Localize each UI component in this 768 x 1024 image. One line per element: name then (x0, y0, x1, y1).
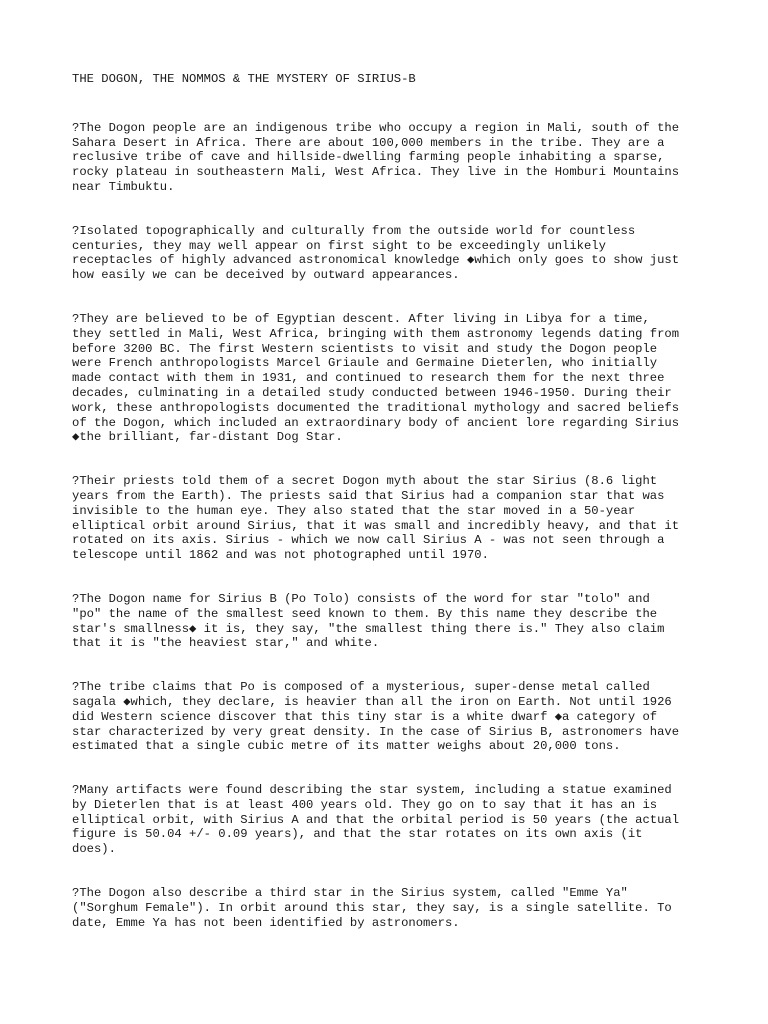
paragraph-emme-ya: ?The Dogon also describe a third star in the Sirius system, called "Emme Ya" ("Sorghum Female"). In orbit around this star, they say, is a single satellite. To date, Emme Ya has not been identified by astronomers. (72, 886, 672, 930)
paragraph-po-tolo: ?The Dogon name for Sirius B (Po Tolo) consists of the word for star "tolo" and "po" the name of the smallest seed known to them. By this name they describe the star's smallness◆ it is, they say, "the smallest thing there is." They also claim that it is "the heaviest star," and white. (72, 591, 665, 651)
paragraph-artifacts: ?Many artifacts were found describing the star system, including a statue examined by Dieterlen that is at least 400 years old. They go on to say that it has an is elliptical orbit, with Sirius A and that the orbital period is 50 years (the actual figure is 50.04 +/- 0.09 years), and that the star rotates on its own axis (it does). (72, 783, 680, 857)
document-title: THE DOGON, THE NOMMOS & THE MYSTERY OF SIRIUS-B (72, 72, 416, 86)
paragraph-dogon-people: ?The Dogon people are an indigenous tribe who occupy a region in Mali, south of the Sahara Desert in Africa. There are about 100,000 members in the tribe. They are a reclusive tribe of cave and hillside-dwelling farming people inhabiting a sparse, rocky plateau in southeastern Mali, West Africa. They live in the Homburi Mountains near Timbuktu. (72, 120, 680, 194)
paragraph-sagala: ?The tribe claims that Po is composed of a mysterious, super-dense metal called sagala ◆which, they declare, is heavier than all the iron on Earth. Not until 1926 did Western science discover that this tiny star is a white dwarf ◆a category of star characterized by very great density. In the case of Sirius B, astronomers have estimated that a single cubic metre of its matter weighs about 20,000 tons. (72, 680, 680, 754)
paragraph-priests-myth: ?Their priests told them of a secret Dogon myth about the star Sirius (8.6 light years from the Earth). The priests said that Sirius had a companion star that was invisible to the human eye. They also stated that the star moved in a 50-year elliptical orbit around Sirius, that it was small and incredibly heavy, and that it rotated on its axis. Sirius - which we now call Sirius A - was not seen through a telescope until 1862 and was not photographed until 1970. (72, 474, 680, 563)
paragraph-isolated: ?Isolated topographically and culturally from the outside world for countless centuries, they may well appear on first sight to be exceedingly unlikely receptacles of highly advanced astronomical knowledge ◆which only goes to show just how easily we can be deceived by outward appearances. (72, 223, 680, 283)
document-page (72, 72, 712, 959)
paragraph-egyptian-descent: ?They are believed to be of Egyptian descent. After living in Libya for a time, they settled in Mali, West Africa, bringing with them astronomy legends dating from before 3200 BC. The first Western scientists to visit and study the Dogon people were French anthropologists Marcel Griaule and Germaine Dieterlen, who initially made contact with them in 1931, and continued to research them for the next three decades, culminating in a detailed study conducted between 1946-1950. During their work, these anthropologists documented the traditional mythology and sacred beliefs of the Dogon, which included an extraordinary body of ancient lore regarding Sirius ◆the brilliant, far-distant Dog Star. (72, 311, 680, 445)
